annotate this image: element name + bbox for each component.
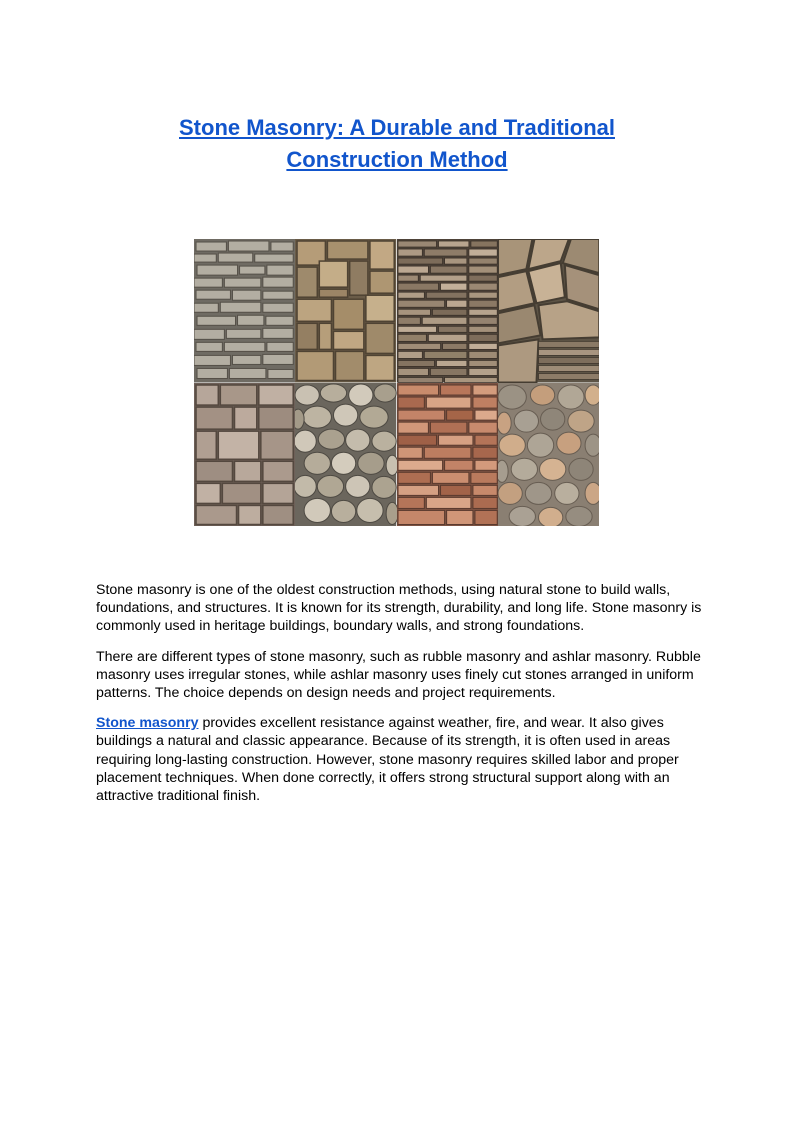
tile-flagstone-mix bbox=[498, 239, 599, 383]
tile-mixed-cobblestone bbox=[498, 383, 599, 527]
tile-stacked-grey-stone bbox=[194, 239, 295, 383]
tile-brown-stacked-veneer bbox=[397, 239, 498, 383]
page-title[interactable] bbox=[97, 112, 697, 176]
tile-tan-ashlar-blocks bbox=[295, 239, 396, 383]
stone-masonry-link[interactable]: Stone masonry bbox=[96, 715, 199, 732]
title-line-1[interactable]: Stone Masonry: A Durable and Traditional bbox=[179, 115, 615, 140]
paragraph-2: There are different types of stone masonry, such as rubble masonry and ashlar masonry. Rubble masonry uses irregular stones, while ashlar masonry uses finely cut stones arranged in uniform patterns. The choice depends on design needs and project requirements. bbox=[96, 648, 701, 702]
stone-masonry-collage bbox=[194, 239, 599, 526]
tile-river-pebbles bbox=[295, 383, 396, 527]
paragraph-3 bbox=[96, 714, 706, 805]
paragraph-1: Stone masonry is one of the oldest construction methods, using natural stone to build walls, foundations, and structures. It is known for its strength, durability, and long life. Stone masonry is commonly used in heritage buildings, boundary walls, and strong foundations. bbox=[96, 582, 702, 635]
tile-pink-ashlar bbox=[194, 383, 295, 527]
article-body bbox=[96, 581, 706, 817]
paragraph-3-text: provides excellent resistance against weather, fire, and wear. It also gives buildings a natural and classic appearance. Because of its strength, it is often used in areas requiring long-lasting construction. However, stone masonry requires skilled labor and proper placement techniques. When done correctly, it offers strong structural support along with an attractive traditional finish. bbox=[96, 715, 679, 805]
title-line-2[interactable]: Construction Method bbox=[286, 147, 508, 172]
tile-red-stone-brick bbox=[397, 383, 498, 527]
